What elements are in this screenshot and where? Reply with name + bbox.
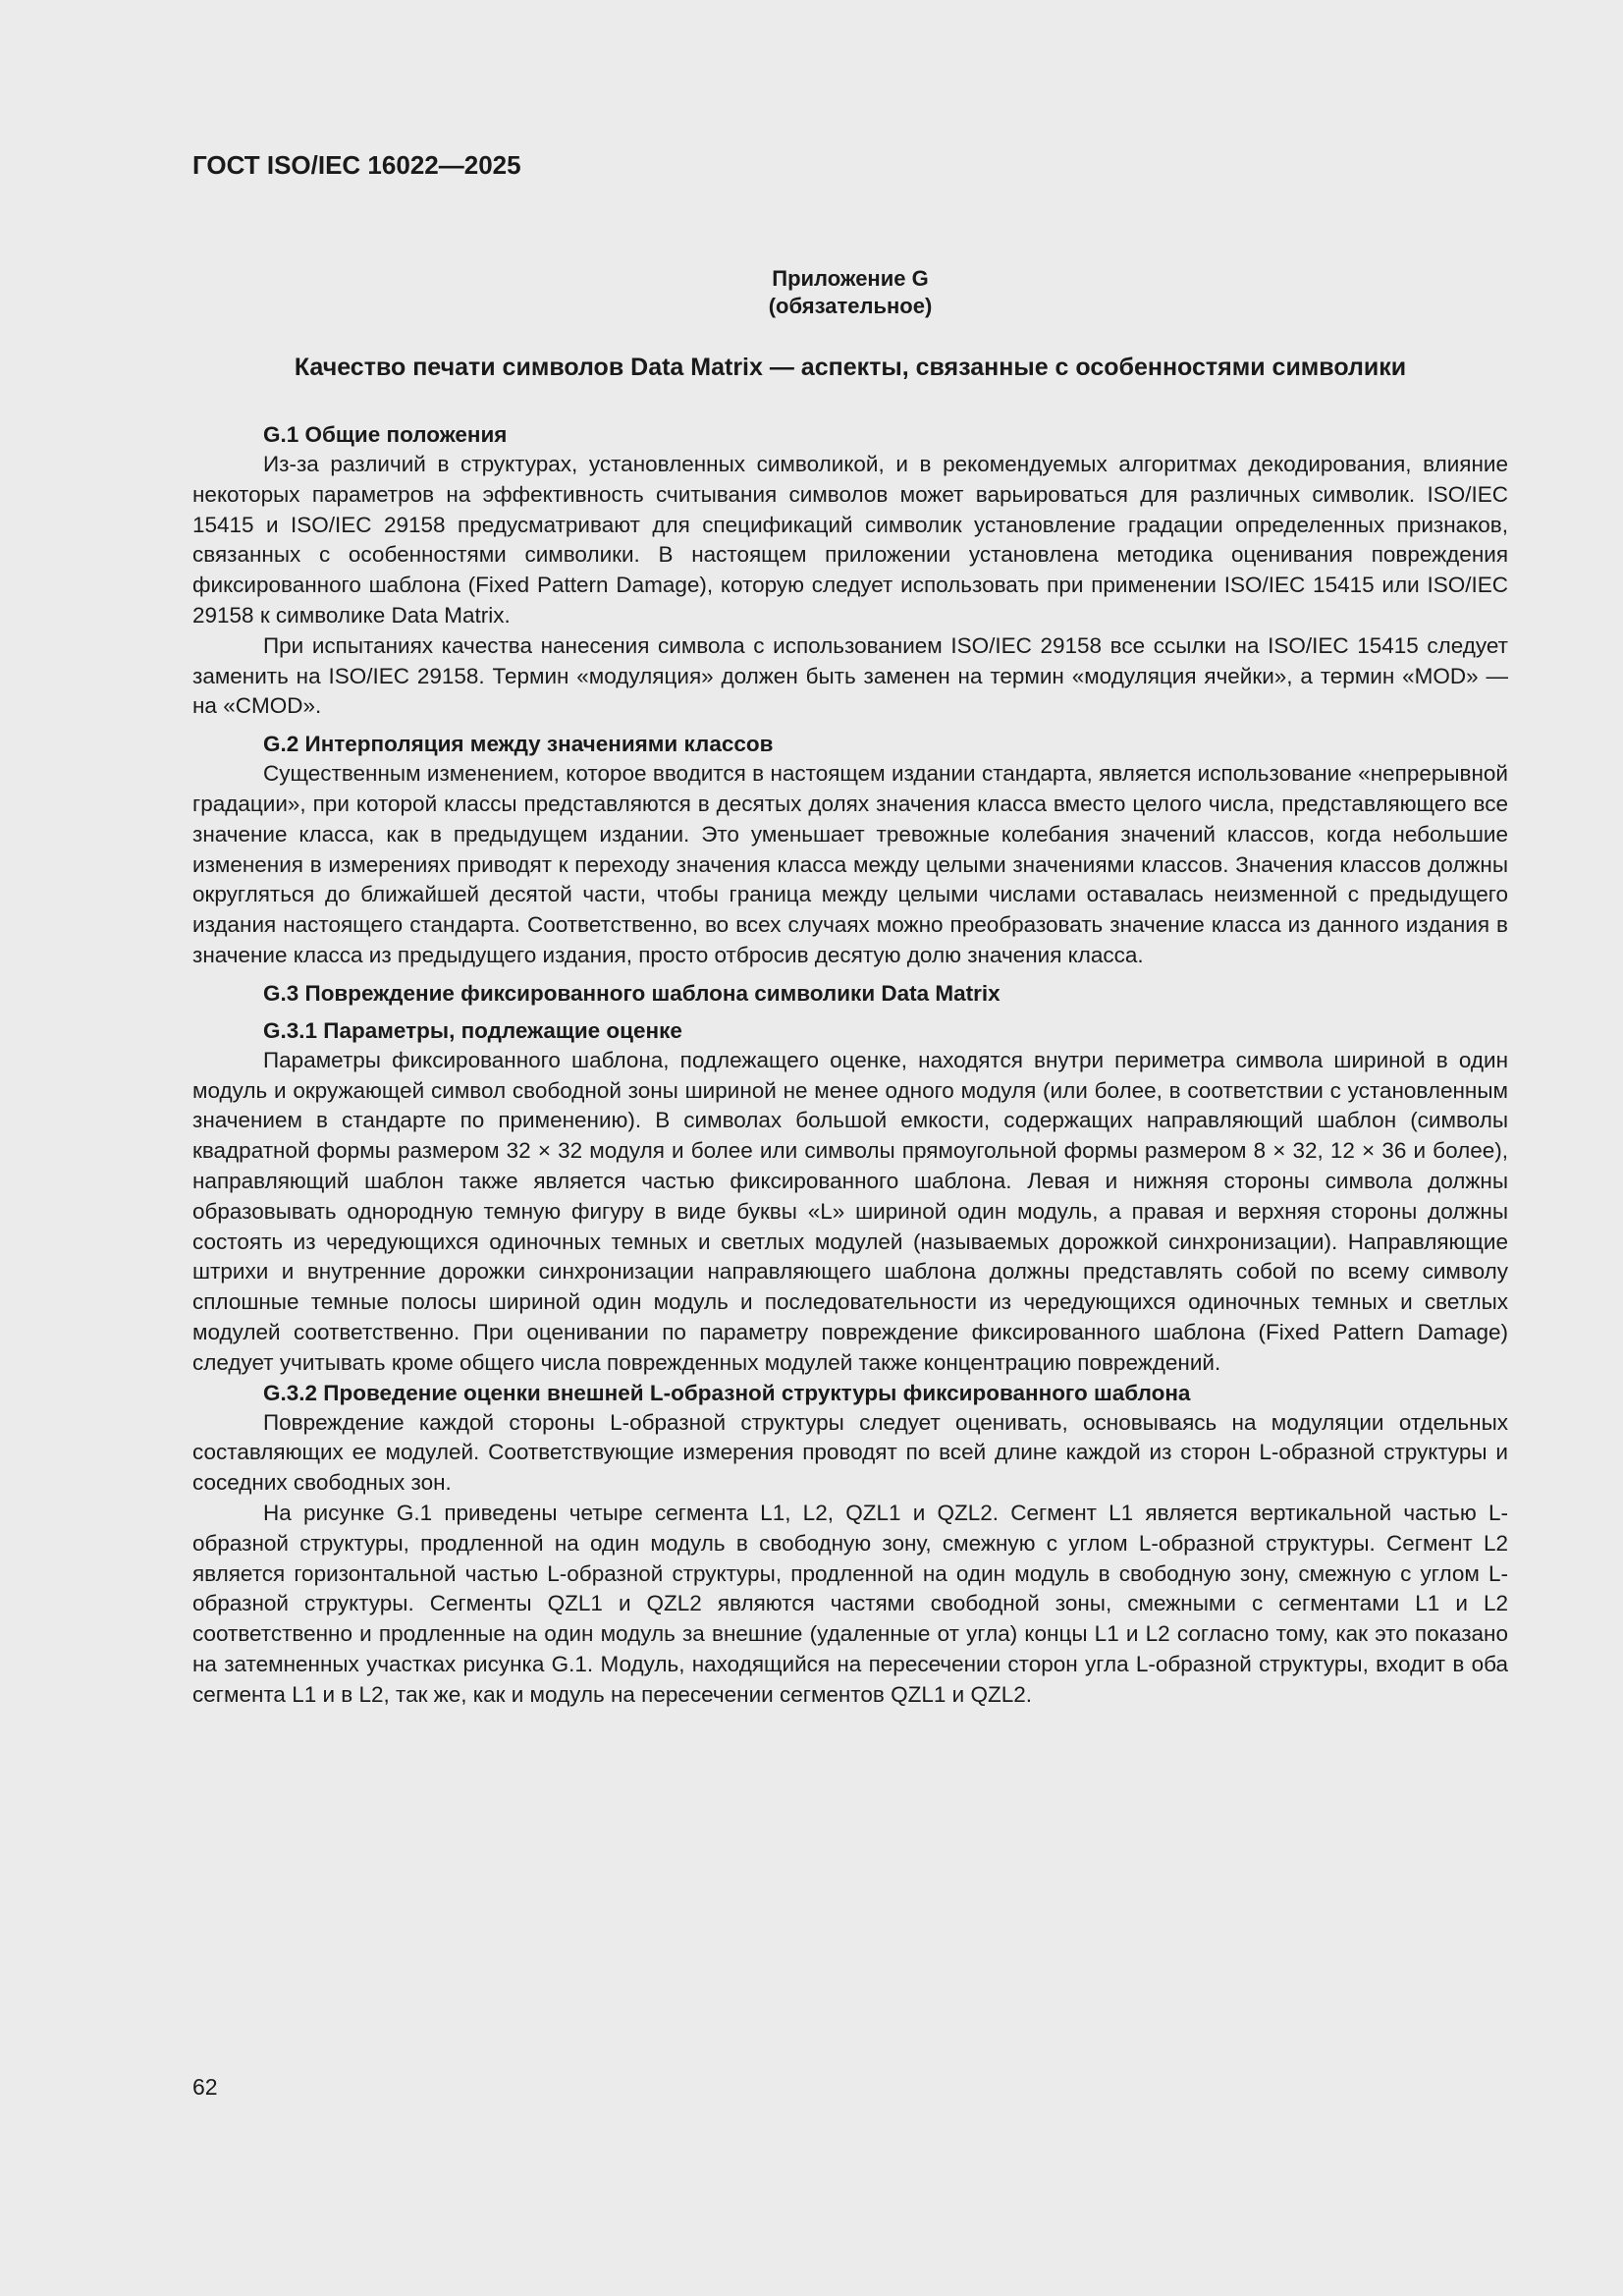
section-g1-paragraph: При испытаниях качества нанесения символа с использованием ISO/IEC 29158 все ссылки на ISO/IEC 15415 следует заменить на ISO/IEC 29158. Термин «модуляция» должен быть заменен на термин «модуляция ячейки», а термин «MOD» — на «CMOD». <box>192 632 1508 719</box>
section-g32-paragraph: На рисунке G.1 приведены четыре сегмента L1, L2, QZL1 и QZL2. Сегмент L1 является вертикальной частью L-образной структуры, продленной на один модуль в свободную зону, смежную с углом L-образной структуры. Сегмент L2 является горизонтальной частью L-образной структуры, продленной на один модуль в свободную зону, смежную с углом L-образной структуры. Сегменты QZL1 и QZL2 являются частями свободной зоны, смежными с сегментами L1 и L2 соответственно и продленные на один модуль за внешние (удаленные от угла) концы L1 и L2 согласно тому, как это показано на затемненных участках рисунка G.1. Модуль, находящийся на пересечении сторон угла L-образной структуры, входит в оба сегмента L1 и в L2, так же, как и модуль на пересечении сегментов QZL1 и QZL2. <box>192 1500 1508 1707</box>
annex-status: (обязательное) <box>768 294 933 318</box>
document-code-header: ГОСТ ISO/IEC 16022—2025 <box>192 150 521 180</box>
document-page <box>192 145 1508 1710</box>
annex-heading: Качество печати символов Data Matrix — аспекты, связанные с особенностями символики <box>294 354 1407 381</box>
section-g2-paragraph: Существенным изменением, которое вводится в настоящем издании стандарта, является использование «непрерывной градации», при которой классы представляются в десятых долях значения класса вместо целого числа, представляющего все значение класса, как в предыдущем издании. Это уменьшает тревожные колебания значений классов, когда небольшие изменения в измерениях приводят к переходу значения класса между целыми значениями классов. Значения классов должны округляться до ближайшей десятой части, чтобы граница между целыми числами оставалась неизменной с предыдущего издания настоящего стандарта. Соответственно, во всех случаях можно преобразовать значение класса из данного издания в значение класса из предыдущего издания, просто отбросив десятую долю значения класса. <box>192 761 1508 967</box>
section-g1-heading: G.1 Общие положения <box>263 422 508 447</box>
section-g31-paragraph: Параметры фиксированного шаблона, подлежащего оценке, находятся внутри периметра символа шириной в один модуль и окружающей символ свободной зоны шириной не менее одного модуля (или более, в соответствии с установленным значением в стандарте по применению). В символах большой емкости, содержащих направляющий шаблон (символы квадратной формы размером 32 × 32 модуля и более или символы прямоугольной формы размером 8 × 32, 12 × 36 и более), направляющий шаблон также является частью фиксированного шаблона. Левая и нижняя стороны символа должны образовывать однородную темную фигуру в виде буквы «L» шириной один модуль, а правая и верхняя стороны должны состоять из чередующихся одиночных темных и светлых модулей (называемых дорожкой синхронизации). Направляющие штрихи и внутренние дорожки синхронизации направляющего шаблона должны представлять собой по всему символу сплошные темные полосы шириной один модуль и последовательности из чередующихся одиночных темных и светлых модулей соответственно. При оценивании по параметру повреждение фиксированного шаблона (Fixed Pattern Damage) следует учитывать кроме общего числа поврежденных модулей также концентрацию повреждений. <box>192 1047 1508 1375</box>
section-g31-heading: G.3.1 Параметры, подлежащие оценке <box>263 1017 682 1043</box>
annex-title: Приложение G <box>772 266 929 291</box>
section-g2-heading: G.2 Интерполяция между значениями классов <box>263 732 774 757</box>
section-g1-paragraph: Из-за различий в структурах, установленных символикой, и в рекомендуемых алгоритмах декодирования, влияние некоторых параметров на эффективность считывания символов может варьироваться для различных символик. ISO/IEC 15415 и ISO/IEC 29158 предусматривают для спецификаций символик установление градации определенных признаков, связанных с особенностями символики. В настоящем приложении установлена методика оценивания повреждения фиксированного шаблона (Fixed Pattern Damage), которую следует использовать при применении ISO/IEC 15415 или ISO/IEC 29158 к символике Data Matrix. <box>192 452 1508 628</box>
section-g3-heading: G.3 Повреждение фиксированного шаблона символики Data Matrix <box>263 980 1001 1006</box>
section-g32-paragraph: Повреждение каждой стороны L-образной структуры следует оценивать, основываясь на модуляции отдельных составляющих ее модулей. Соответствующие измерения проводят по всей длине каждой из сторон L-образной структуры и соседних свободных зон. <box>192 1409 1508 1496</box>
section-g32-heading: G.3.2 Проведение оценки внешней L-образной структуры фиксированного шаблона <box>263 1380 1191 1405</box>
page-number: 62 <box>192 2074 218 2100</box>
